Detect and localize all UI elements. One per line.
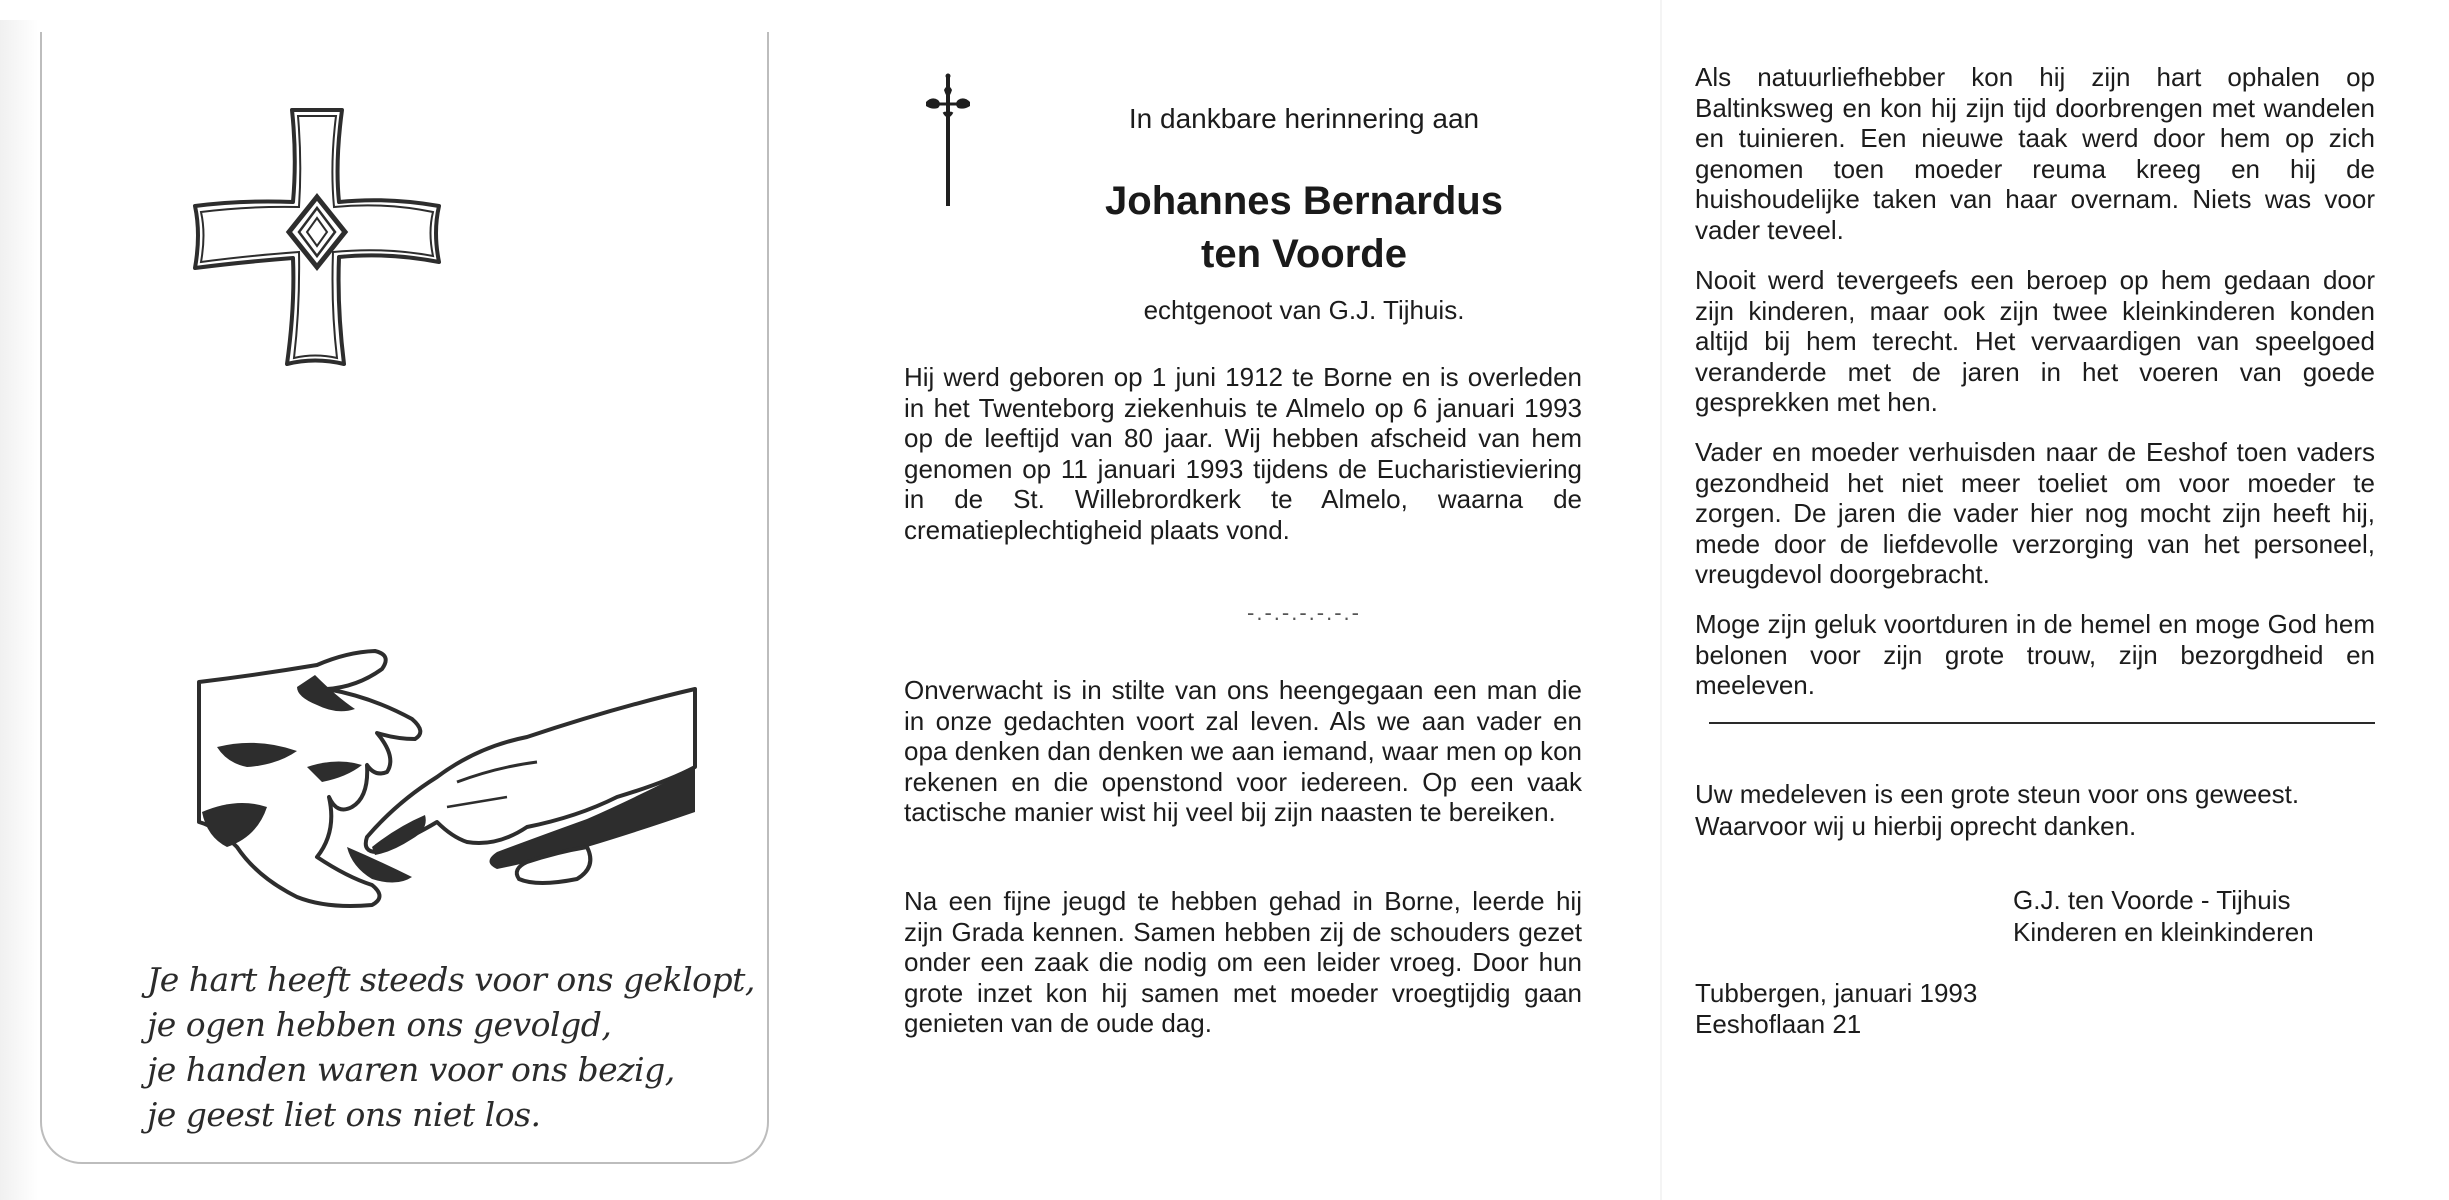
horizontal-rule: [1709, 722, 2375, 724]
family-line: Kinderen en kleinkinderen: [2013, 917, 2314, 947]
clasped-hands-illustration: [197, 647, 697, 912]
memory-paragraph: Onverwacht is in stilte van ons heengegaan een man die in onze gedachten voort zal leven. Als we aan vader en opa denken dan denken we aan iemand, waar men op kon rekenen en die openstond voor iedereen. Op een vaak tactische manier wist hij veel bij zijn naasten te bereiken.: [904, 675, 1582, 827]
dotted-separator: -.-.-.-.-.-.-: [1247, 600, 1361, 625]
thanks-line: Uw medeleven is een grote steun voor ons geweest.: [1695, 779, 2300, 809]
eeshof-paragraph: Vader en moeder verhuisden naar de Eeshof toen vaders gezondheid het niet meer toeliet om voor moeder te zorgen. De jaren die vader hier nog mocht zijn heeft hij, mede door de liefdevolle verzorging van het personeel, vreugdevol doorgebracht.: [1695, 437, 2375, 589]
poem-line: Je hart heeft steeds voor ons geklopt,: [147, 960, 755, 999]
card-shadow: [0, 20, 38, 1200]
name-line: Johannes Bernardus: [1105, 179, 1503, 223]
family-line: G.J. ten Voorde - Tijhuis: [2013, 885, 2291, 915]
place-and-address: [1695, 978, 2195, 1040]
spouse-line: echtgenoot van G.J. Tijhuis.: [1143, 295, 1465, 325]
family-signature: [2013, 884, 2393, 948]
place-date: Tubbergen, januari 1993: [1695, 978, 1978, 1008]
tribute-panel: [1695, 0, 2375, 1200]
poem: [147, 957, 755, 1137]
celtic-cross-icon: [187, 102, 447, 372]
deceased-name: [900, 175, 1708, 281]
name-line: ten Voorde: [1201, 232, 1407, 276]
youth-paragraph: Na een fijne jeugd te hebben gehad in Borne, leerde hij zijn Grada kennen. Samen hebben zij de schouders gezet onder een zaak die nodig om een leider vroeg. Door hun grote inzet kon hij samen met moeder vroegtijdig gaan genieten van de oude dag.: [904, 886, 1582, 1038]
thanks-line: Waarvoor wij u hierbij oprecht danken.: [1695, 811, 2137, 841]
nature-paragraph: Als natuurliefhebber kon hij zijn hart ophalen op Baltinksweg en kon hij zijn tijd doorbrengen met wandelen en tuinieren. Een nieuwe taak werd door hem op zich genomen toen moeder reuma kreeg en hij de huishoudelijke taken van haar overnam. Niets was voor vader teveel.: [1695, 62, 2375, 245]
address: Eeshoflaan 21: [1695, 1009, 1862, 1039]
intro-text: In dankbare herinnering aan: [1128, 103, 1480, 134]
announcement-panel: [900, 0, 1590, 1200]
wish-paragraph: Moge zijn geluk voortduren in de hemel en moge God hem belonen voor zijn grote trouw, zijn bezorgdheid en meeleven.: [1695, 609, 2375, 700]
fold-line: [1660, 0, 1662, 1200]
poem-line: je ogen hebben ons gevolgd,: [147, 1005, 612, 1044]
children-paragraph: Nooit werd tevergeefs een beroep op hem gedaan door zijn kinderen, maar ook zijn twee kleinkinderen konden altijd bij hem terecht. Het vervaardigen van speelgoed veranderde met de jaren in het voeren van goede gesprekken met hen.: [1695, 265, 2375, 417]
memorial-card-front: [40, 32, 769, 1164]
thanks-block: [1695, 778, 2375, 842]
poem-line: je geest liet ons niet los.: [147, 1095, 541, 1134]
biography-paragraph: Hij werd geboren op 1 juni 1912 te Borne en is overleden in het Twenteborg ziekenhuis te Almelo op 6 januari 1993 op de leeftijd van 80 jaar. Wij hebben afscheid van hem genomen op 11 januari 1993 tijdens de Eucharistieviering in de St. Willebrordkerk te Almelo, waarna de crematieplechtigheid plaats vond.: [904, 362, 1582, 545]
poem-line: je handen waren voor ons bezig,: [147, 1050, 675, 1089]
